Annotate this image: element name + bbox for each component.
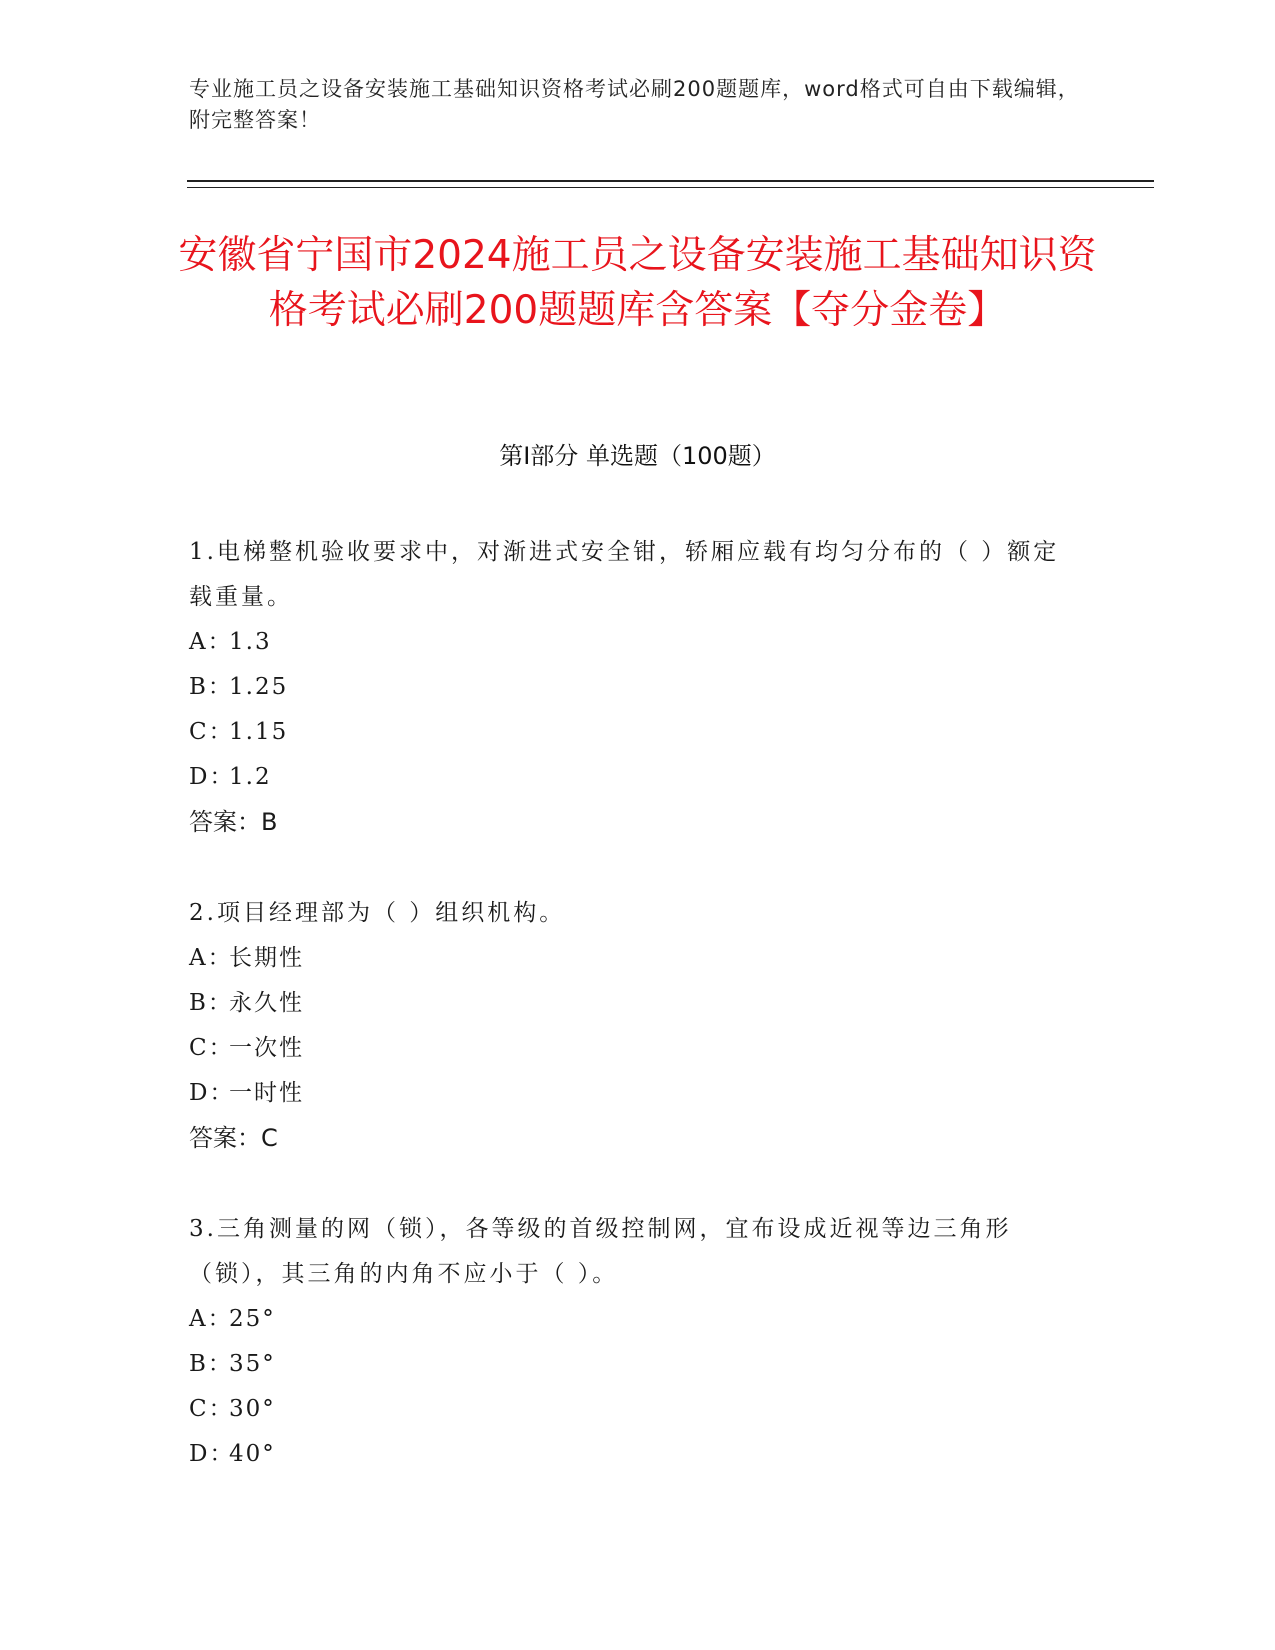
- answer: 答案：B: [189, 808, 278, 836]
- header-divider-thick: [187, 180, 1154, 182]
- option-key: A：: [189, 629, 233, 655]
- answer: 答案：C: [189, 1124, 278, 1152]
- option-text: 30°: [229, 1396, 276, 1422]
- question-stem: 2.项目经理部为（ ）组织机构。: [189, 900, 566, 926]
- question-3: [189, 1207, 1069, 1477]
- option-key: B：: [189, 990, 233, 1016]
- option-d: [189, 1432, 1069, 1477]
- question-1: [189, 530, 1069, 845]
- option-text: 1.25: [229, 674, 289, 700]
- question-stem: 3.三角测量的网（锁），各等级的首级控制网，宜布设成近视等边三角形（锁），其三角的内角不应小于（ ）。: [189, 1216, 1012, 1287]
- option-text: 40°: [229, 1441, 276, 1467]
- option-key: C：: [189, 1396, 234, 1422]
- header-note: 专业施工员之设备安装施工基础知识资格考试必刷200题题库，word格式可自由下载编辑，附完整答案！: [189, 77, 1080, 132]
- option-key: D：: [189, 1441, 235, 1467]
- question-list: [189, 530, 1069, 1523]
- option-key: D：: [189, 1080, 235, 1106]
- option-a: [189, 1297, 1069, 1342]
- option-text: 一时性: [229, 1080, 304, 1106]
- option-key: C：: [189, 1035, 234, 1061]
- option-b: [189, 665, 1069, 710]
- option-text: 35°: [229, 1351, 276, 1377]
- option-key: B：: [189, 674, 233, 700]
- option-text: 25°: [229, 1306, 276, 1332]
- option-d: [189, 1071, 1069, 1116]
- section-title: 第I部分 单选题（100题）: [499, 442, 776, 470]
- option-c: [189, 1026, 1069, 1071]
- option-key: D：: [189, 764, 235, 790]
- option-b: [189, 981, 1069, 1026]
- option-text: 永久性: [229, 990, 304, 1016]
- option-key: C：: [189, 719, 234, 745]
- option-key: B：: [189, 1351, 233, 1377]
- option-key: A：: [189, 945, 233, 971]
- option-a: [189, 936, 1069, 981]
- question-2: [189, 891, 1069, 1161]
- option-text: 1.2: [229, 764, 272, 790]
- option-b: [189, 1342, 1069, 1387]
- document-title: 安徽省宁国市2024施工员之设备安装施工基础知识资格考试必刷200题题库含答案【夺分金卷】: [178, 233, 1097, 333]
- option-c: [189, 1387, 1069, 1432]
- option-a: [189, 620, 1069, 665]
- option-c: [189, 710, 1069, 755]
- option-d: [189, 755, 1069, 800]
- header-divider-thin: [187, 187, 1154, 188]
- option-text: 1.15: [229, 719, 289, 745]
- option-text: 1.3: [229, 629, 272, 655]
- question-stem: 1.电梯整机验收要求中，对渐进式安全钳，轿厢应载有均匀分布的（ ）额定载重量。: [189, 539, 1060, 610]
- option-text: 一次性: [229, 1035, 304, 1061]
- option-text: 长期性: [229, 945, 304, 971]
- option-key: A：: [189, 1306, 233, 1332]
